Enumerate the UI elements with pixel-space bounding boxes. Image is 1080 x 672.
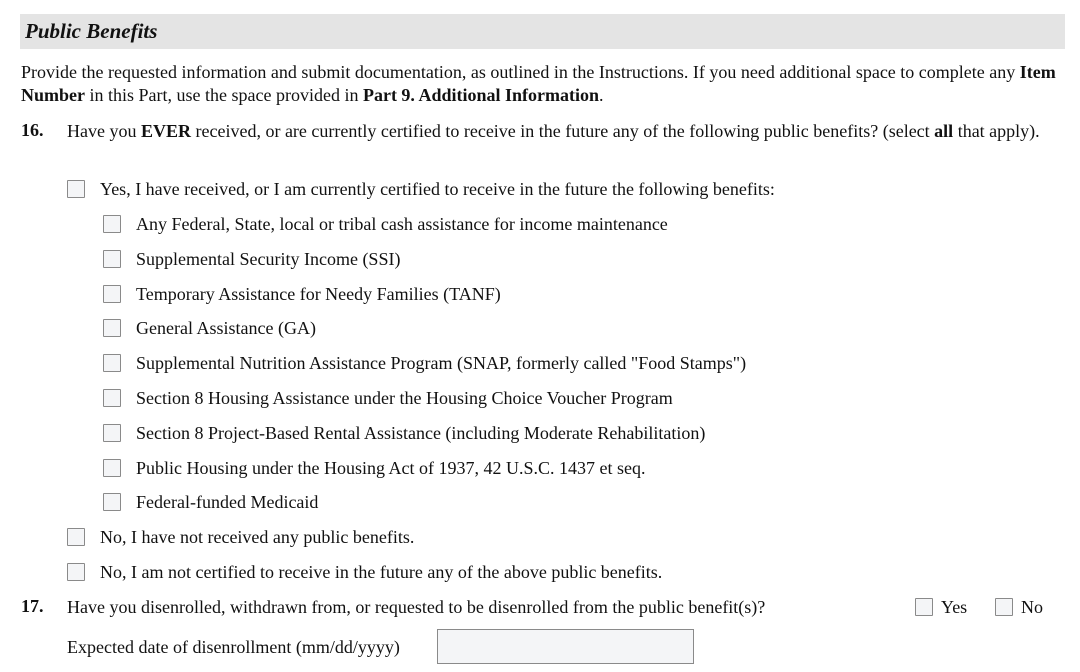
benefit-item: Supplemental Security Income (SSI) [103,248,400,270]
benefit-checkbox-medicaid[interactable] [103,493,121,511]
question-16-text: Have you EVER received, or are currently certified to receive in the future any of the following public benefits? (select all that apply). [67,121,1040,141]
benefit-checkbox-section8-project[interactable] [103,424,121,442]
benefit-item: Supplemental Nutrition Assistance Program (SNAP, formerly called "Food Stamps") [103,352,746,374]
question-17-text: Have you disenrolled, withdrawn from, or requested to be disenrolled from the public benefit(s)? [67,597,766,617]
benefit-item: Federal-funded Medicaid [103,491,318,513]
benefit-item: Temporary Assistance for Needy Families (TANF) [103,283,501,305]
benefit-checkbox-snap[interactable] [103,354,121,372]
q17-no-option: No [995,596,1043,618]
question-16-number: 16. [21,120,44,140]
benefit-checkbox-tanf[interactable] [103,285,121,303]
q17-yes-option: Yes [915,596,967,618]
benefit-checkbox-section8-voucher[interactable] [103,389,121,407]
benefit-checkbox-public-housing[interactable] [103,459,121,477]
benefit-item: Section 8 Project-Based Rental Assistance (including Moderate Rehabilitation) [103,422,705,444]
option-no-received: No, I have not received any public benefits. [67,526,414,548]
section-header [20,14,1065,49]
benefit-item: Section 8 Housing Assistance under the Housing Choice Voucher Program [103,387,673,409]
question-17-number: 17. [21,596,44,616]
q17-no-checkbox[interactable] [995,598,1013,616]
option-yes-received: Yes, I have received, or I am currently certified to receive in the future the following benefits: [67,178,775,200]
benefit-item: General Assistance (GA) [103,317,316,339]
benefit-item: Any Federal, State, local or tribal cash assistance for income maintenance [103,213,668,235]
benefit-checkbox-ssi[interactable] [103,250,121,268]
section-title: Public Benefits [25,19,158,43]
no-received-checkbox[interactable] [67,528,85,546]
disenrollment-date-input[interactable] [437,629,694,664]
benefit-item: Public Housing under the Housing Act of 1937, 42 U.S.C. 1437 et seq. [103,457,645,479]
no-certified-checkbox[interactable] [67,563,85,581]
benefit-checkbox-ga[interactable] [103,319,121,337]
benefit-checkbox-cash-assistance[interactable] [103,215,121,233]
disenrollment-date-label: Expected date of disenrollment (mm/dd/yyyy) [67,637,400,657]
intro-paragraph: Provide the requested information and submit documentation, as outlined in the Instructions. If you need additional space to complete any Item Number in this Part, use the space provided in Part 9. Additional Information. [21,62,1056,105]
option-no-certified: No, I am not certified to receive in the future any of the above public benefits. [67,561,662,583]
yes-received-checkbox[interactable] [67,180,85,198]
q17-yes-checkbox[interactable] [915,598,933,616]
